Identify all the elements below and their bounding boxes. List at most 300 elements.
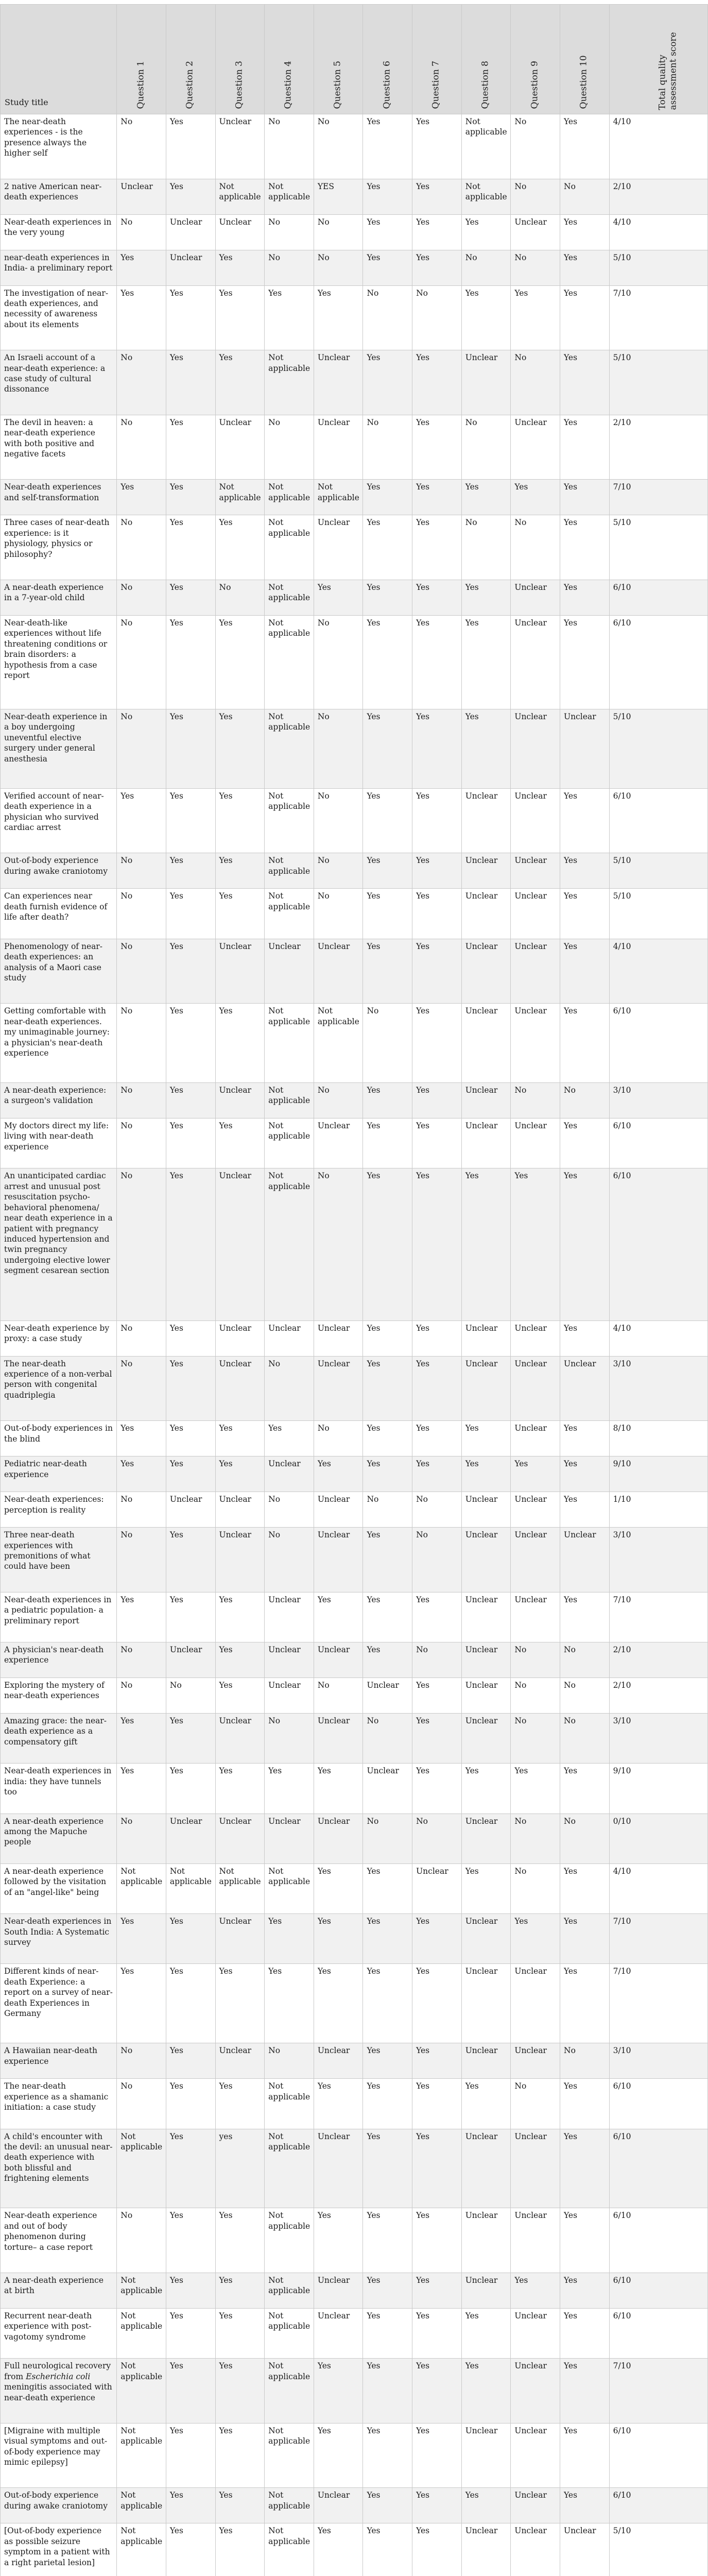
answer-cell-q7: Yes bbox=[412, 709, 462, 788]
answer-cell-q3: Yes bbox=[215, 889, 265, 939]
study-title-cell: Near-death experiences: perception is reality bbox=[1, 1492, 117, 1528]
study-title-cell: near-death experiences in India- a preliminary report bbox=[1, 250, 117, 285]
answer-cell-q9: Unclear bbox=[511, 788, 560, 853]
answer-cell-q9: Unclear bbox=[511, 2308, 560, 2358]
answer-cell-q7: Yes bbox=[412, 788, 462, 853]
answer-cell-q2: Yes bbox=[166, 580, 215, 615]
answer-cell-q6: No bbox=[363, 1004, 412, 1083]
answer-cell-q7: No bbox=[412, 285, 462, 350]
answer-cell-q4: Unclear bbox=[265, 1814, 314, 1863]
answer-cell-q4: Not applicable bbox=[265, 515, 314, 580]
answer-cell-q2: Yes bbox=[166, 2079, 215, 2129]
answer-cell-q4: No bbox=[265, 2043, 314, 2079]
answer-cell-q3: Yes bbox=[215, 2308, 265, 2358]
answer-cell-q10: Yes bbox=[560, 788, 610, 853]
answer-cell-q8: Yes bbox=[461, 1421, 511, 1456]
answer-cell-q7: Yes bbox=[412, 179, 462, 214]
answer-cell-q9: No bbox=[511, 1713, 560, 1763]
answer-cell-q7: Yes bbox=[412, 1004, 462, 1083]
answer-cell-q9: Unclear bbox=[511, 709, 560, 788]
answer-cell-q5: Yes bbox=[314, 2423, 363, 2488]
answer-cell-q3: Unclear bbox=[215, 1914, 265, 1964]
answer-cell-q9: Unclear bbox=[511, 1964, 560, 2043]
header-question-label: Question 10 bbox=[578, 55, 589, 109]
table-row bbox=[1, 1492, 708, 1528]
table-row bbox=[1, 2359, 708, 2424]
answer-cell-q8: Unclear bbox=[461, 1592, 511, 1642]
answer-cell-q2: Yes bbox=[166, 1421, 215, 1456]
table-row bbox=[1, 1421, 708, 1456]
answer-cell-q8: Not applicable bbox=[461, 114, 511, 179]
answer-cell-q2: Yes bbox=[166, 2359, 215, 2424]
answer-cell-q8: Unclear bbox=[461, 1356, 511, 1421]
answer-cell-q1: Yes bbox=[117, 1764, 166, 1814]
answer-cell-q4: Unclear bbox=[265, 939, 314, 1004]
answer-cell-q1: No bbox=[117, 114, 166, 179]
answer-cell-q8: Unclear bbox=[461, 939, 511, 1004]
total-score-cell: 6/10 bbox=[609, 2423, 707, 2488]
answer-cell-q10: Yes bbox=[560, 580, 610, 615]
answer-cell-q8: Unclear bbox=[461, 1492, 511, 1528]
answer-cell-q2: Unclear bbox=[166, 250, 215, 285]
answer-cell-q7: No bbox=[412, 1814, 462, 1863]
total-score-cell: 6/10 bbox=[609, 2129, 707, 2208]
answer-cell-q3: Unclear bbox=[215, 1492, 265, 1528]
table-row bbox=[1, 1528, 708, 1592]
answer-cell-q2: No bbox=[166, 1677, 215, 1713]
answer-cell-q2: Yes bbox=[166, 2523, 215, 2576]
answer-cell-q1: No bbox=[117, 1528, 166, 1592]
study-title-cell: Amazing grace: the near-death experience as a compensatory gift bbox=[1, 1713, 117, 1763]
study-title-cell: A near-death experience: a surgeon's validation bbox=[1, 1083, 117, 1118]
answer-cell-q5: No bbox=[314, 250, 363, 285]
answer-cell-q7: Yes bbox=[412, 2523, 462, 2576]
answer-cell-q9: Unclear bbox=[511, 1320, 560, 1356]
table-row bbox=[1, 1713, 708, 1763]
answer-cell-q9: Unclear bbox=[511, 1421, 560, 1456]
answer-cell-q6: Yes bbox=[363, 515, 412, 580]
answer-cell-q1: Yes bbox=[117, 285, 166, 350]
total-score-cell: 7/10 bbox=[609, 1914, 707, 1964]
study-title-cell: Full neurological recovery from Escherichia coli meningitis associated with near-death experience bbox=[1, 2359, 117, 2424]
study-title-cell: Out-of-body experience during awake craniotomy bbox=[1, 853, 117, 889]
table-row bbox=[1, 1168, 708, 1320]
answer-cell-q2: Yes bbox=[166, 415, 215, 480]
total-score-cell: 5/10 bbox=[609, 889, 707, 939]
answer-cell-q2: Yes bbox=[166, 1528, 215, 1592]
study-title-cell: Three cases of near-death experience: is it physiology, physics or philosophy? bbox=[1, 515, 117, 580]
header-question-label: Question 7 bbox=[430, 60, 441, 109]
answer-cell-q7: Yes bbox=[412, 1083, 462, 1118]
header-question-8 bbox=[461, 5, 511, 114]
answer-cell-q10: Yes bbox=[560, 939, 610, 1004]
table-row bbox=[1, 1356, 708, 1421]
answer-cell-q9: Yes bbox=[511, 1168, 560, 1320]
answer-cell-q7: Yes bbox=[412, 1713, 462, 1763]
answer-cell-q4: Not applicable bbox=[265, 2273, 314, 2308]
answer-cell-q10: Yes bbox=[560, 1764, 610, 1814]
study-title-cell: A near-death experience among the Mapuche people bbox=[1, 1814, 117, 1863]
answer-cell-q4: Unclear bbox=[265, 1642, 314, 1677]
table-row bbox=[1, 179, 708, 214]
study-title-cell: Near-death experience and out of body phenomenon during torture– a case report bbox=[1, 2208, 117, 2273]
table-row bbox=[1, 2308, 708, 2358]
answer-cell-q5: Unclear bbox=[314, 515, 363, 580]
answer-cell-q6: Yes bbox=[363, 214, 412, 250]
answer-cell-q6: Yes bbox=[363, 1456, 412, 1492]
total-score-cell: 6/10 bbox=[609, 2273, 707, 2308]
answer-cell-q8: Yes bbox=[461, 1168, 511, 1320]
table-row bbox=[1, 1083, 708, 1118]
answer-cell-q2: Yes bbox=[166, 2273, 215, 2308]
answer-cell-q1: Yes bbox=[117, 1713, 166, 1763]
answer-cell-q2: Yes bbox=[166, 2308, 215, 2358]
answer-cell-q8: Unclear bbox=[461, 1528, 511, 1592]
answer-cell-q8: Yes bbox=[461, 2488, 511, 2523]
total-score-cell: 4/10 bbox=[609, 1863, 707, 1913]
answer-cell-q10: Unclear bbox=[560, 2523, 610, 2576]
answer-cell-q4: Not applicable bbox=[265, 2523, 314, 2576]
answer-cell-q9: No bbox=[511, 1814, 560, 1863]
answer-cell-q8: Unclear bbox=[461, 1083, 511, 1118]
answer-cell-q4: Yes bbox=[265, 1964, 314, 2043]
answer-cell-q2: Yes bbox=[166, 1764, 215, 1814]
answer-cell-q4: No bbox=[265, 114, 314, 179]
answer-cell-q3: Unclear bbox=[215, 214, 265, 250]
answer-cell-q5: Yes bbox=[314, 1964, 363, 2043]
answer-cell-q4: Yes bbox=[265, 1764, 314, 1814]
answer-cell-q4: Not applicable bbox=[265, 1083, 314, 1118]
table-row bbox=[1, 2523, 708, 2576]
total-score-cell: 3/10 bbox=[609, 1713, 707, 1763]
answer-cell-q1: No bbox=[117, 1168, 166, 1320]
answer-cell-q9: Yes bbox=[511, 285, 560, 350]
answer-cell-q3: Yes bbox=[215, 515, 265, 580]
answer-cell-q5: Unclear bbox=[314, 1492, 363, 1528]
study-title-cell: The investigation of near-death experiences, and necessity of awareness about its elements bbox=[1, 285, 117, 350]
answer-cell-q3: Yes bbox=[215, 1421, 265, 1456]
answer-cell-q8: Yes bbox=[461, 709, 511, 788]
answer-cell-q1: No bbox=[117, 515, 166, 580]
answer-cell-q5: Unclear bbox=[314, 2308, 363, 2358]
answer-cell-q6: Yes bbox=[363, 939, 412, 1004]
answer-cell-q3: Unclear bbox=[215, 1713, 265, 1763]
table-row bbox=[1, 1863, 708, 1913]
answer-cell-q9: Unclear bbox=[511, 2129, 560, 2208]
total-score-cell: 6/10 bbox=[609, 1004, 707, 1083]
answer-cell-q6: Yes bbox=[363, 2129, 412, 2208]
answer-cell-q1: Yes bbox=[117, 788, 166, 853]
total-score-cell: 5/10 bbox=[609, 515, 707, 580]
total-score-cell: 7/10 bbox=[609, 2359, 707, 2424]
answer-cell-q10: No bbox=[560, 1677, 610, 1713]
answer-cell-q6: Yes bbox=[363, 250, 412, 285]
answer-cell-q2: Yes bbox=[166, 2423, 215, 2488]
answer-cell-q5: Yes bbox=[314, 1764, 363, 1814]
answer-cell-q8: Yes bbox=[461, 1764, 511, 1814]
answer-cell-q5: Yes bbox=[314, 2079, 363, 2129]
table-row bbox=[1, 1004, 708, 1083]
answer-cell-q1: Not applicable bbox=[117, 2488, 166, 2523]
answer-cell-q3: Yes bbox=[215, 1642, 265, 1677]
answer-cell-q3: Yes bbox=[215, 853, 265, 889]
answer-cell-q9: Unclear bbox=[511, 1528, 560, 1592]
answer-cell-q5: Yes bbox=[314, 2208, 363, 2273]
answer-cell-q6: Yes bbox=[363, 2079, 412, 2129]
table-row bbox=[1, 250, 708, 285]
table-row bbox=[1, 480, 708, 515]
study-title-cell: A physician's near-death experience bbox=[1, 1642, 117, 1677]
answer-cell-q2: Yes bbox=[166, 2488, 215, 2523]
answer-cell-q1: No bbox=[117, 709, 166, 788]
answer-cell-q5: YES bbox=[314, 179, 363, 214]
answer-cell-q4: No bbox=[265, 1713, 314, 1763]
answer-cell-q1: Yes bbox=[117, 1421, 166, 1456]
answer-cell-q9: No bbox=[511, 1083, 560, 1118]
total-score-cell: 6/10 bbox=[609, 2488, 707, 2523]
table-row bbox=[1, 889, 708, 939]
header-question-4 bbox=[265, 5, 314, 114]
table-row bbox=[1, 1964, 708, 2043]
total-score-cell: 5/10 bbox=[609, 350, 707, 415]
table-row bbox=[1, 2273, 708, 2308]
study-title-cell: Out-of-body experience during awake craniotomy bbox=[1, 2488, 117, 2523]
answer-cell-q9: Yes bbox=[511, 2273, 560, 2308]
answer-cell-q5: Unclear bbox=[314, 1528, 363, 1592]
answer-cell-q6: No bbox=[363, 415, 412, 480]
answer-cell-q5: No bbox=[314, 889, 363, 939]
answer-cell-q7: Yes bbox=[412, 2079, 462, 2129]
total-score-cell: 6/10 bbox=[609, 788, 707, 853]
answer-cell-q9: Unclear bbox=[511, 415, 560, 480]
answer-cell-q7: Yes bbox=[412, 515, 462, 580]
table-row bbox=[1, 615, 708, 709]
answer-cell-q4: Not applicable bbox=[265, 2208, 314, 2273]
study-title-cell: Pediatric near-death experience bbox=[1, 1456, 117, 1492]
header-question-label: Question 5 bbox=[332, 60, 343, 109]
answer-cell-q4: Not applicable bbox=[265, 1118, 314, 1168]
study-title-cell: Near-death-like experiences without life threatening conditions or brain disorders: a hypothesis from a case report bbox=[1, 615, 117, 709]
answer-cell-q2: Yes bbox=[166, 480, 215, 515]
answer-cell-q8: Unclear bbox=[461, 2129, 511, 2208]
answer-cell-q6: Unclear bbox=[363, 1677, 412, 1713]
answer-cell-q4: No bbox=[265, 415, 314, 480]
answer-cell-q9: Unclear bbox=[511, 2423, 560, 2488]
answer-cell-q10: Yes bbox=[560, 480, 610, 515]
answer-cell-q7: No bbox=[412, 1492, 462, 1528]
header-question-1 bbox=[117, 5, 166, 114]
answer-cell-q2: Yes bbox=[166, 114, 215, 179]
answer-cell-q5: Not applicable bbox=[314, 1004, 363, 1083]
study-title-cell: Near-death experiences and self-transformation bbox=[1, 480, 117, 515]
table-row bbox=[1, 2129, 708, 2208]
answer-cell-q7: Yes bbox=[412, 1421, 462, 1456]
answer-cell-q4: Yes bbox=[265, 285, 314, 350]
table-row bbox=[1, 415, 708, 480]
answer-cell-q1: No bbox=[117, 939, 166, 1004]
table-row bbox=[1, 1914, 708, 1964]
answer-cell-q1: Yes bbox=[117, 480, 166, 515]
answer-cell-q6: Yes bbox=[363, 1356, 412, 1421]
study-title-cell: [Out-of-body experience as possible seizure symptom in a patient with a right parietal lesion] bbox=[1, 2523, 117, 2576]
answer-cell-q5: Yes bbox=[314, 580, 363, 615]
answer-cell-q10: Yes bbox=[560, 114, 610, 179]
answer-cell-q5: Unclear bbox=[314, 1320, 363, 1356]
answer-cell-q4: No bbox=[265, 250, 314, 285]
answer-cell-q1: No bbox=[117, 615, 166, 709]
answer-cell-q1: No bbox=[117, 1004, 166, 1083]
table-row bbox=[1, 2043, 708, 2079]
table-row bbox=[1, 788, 708, 853]
answer-cell-q1: No bbox=[117, 1814, 166, 1863]
answer-cell-q5: Yes bbox=[314, 1914, 363, 1964]
answer-cell-q6: Yes bbox=[363, 1320, 412, 1356]
total-score-cell: 4/10 bbox=[609, 939, 707, 1004]
total-score-cell: 6/10 bbox=[609, 1118, 707, 1168]
answer-cell-q9: Unclear bbox=[511, 2523, 560, 2576]
answer-cell-q8: Unclear bbox=[461, 1677, 511, 1713]
answer-cell-q1: No bbox=[117, 2208, 166, 2273]
answer-cell-q9: Unclear bbox=[511, 615, 560, 709]
answer-cell-q5: Unclear bbox=[314, 1642, 363, 1677]
answer-cell-q9: Unclear bbox=[511, 1592, 560, 1642]
answer-cell-q1: Not applicable bbox=[117, 2129, 166, 2208]
answer-cell-q3: No bbox=[215, 580, 265, 615]
answer-cell-q6: Unclear bbox=[363, 1764, 412, 1814]
table-row bbox=[1, 1642, 708, 1677]
answer-cell-q5: Yes bbox=[314, 2523, 363, 2576]
answer-cell-q5: Yes bbox=[314, 1456, 363, 1492]
answer-cell-q3: Unclear bbox=[215, 2043, 265, 2079]
answer-cell-q2: Yes bbox=[166, 350, 215, 415]
study-title-cell: Phenomenology of near-death experiences: an analysis of a Maori case study bbox=[1, 939, 117, 1004]
answer-cell-q6: Yes bbox=[363, 1863, 412, 1913]
answer-cell-q2: Yes bbox=[166, 615, 215, 709]
answer-cell-q4: Not applicable bbox=[265, 1168, 314, 1320]
answer-cell-q7: Yes bbox=[412, 480, 462, 515]
answer-cell-q5: No bbox=[314, 214, 363, 250]
answer-cell-q1: No bbox=[117, 415, 166, 480]
answer-cell-q4: Yes bbox=[265, 1914, 314, 1964]
answer-cell-q10: Yes bbox=[560, 615, 610, 709]
answer-cell-q7: Yes bbox=[412, 1456, 462, 1492]
answer-cell-q3: Yes bbox=[215, 1677, 265, 1713]
study-title-cell: The near-death experience of a non-verbal person with congenital quadriplegia bbox=[1, 1356, 117, 1421]
answer-cell-q1: No bbox=[117, 889, 166, 939]
table-row bbox=[1, 709, 708, 788]
answer-cell-q6: Yes bbox=[363, 350, 412, 415]
study-title-cell: Verified account of near-death experience in a physician who survived cardiac arrest bbox=[1, 788, 117, 853]
answer-cell-q2: Yes bbox=[166, 1914, 215, 1964]
study-title-cell: The devil in heaven: a near-death experience with both positive and negative facets bbox=[1, 415, 117, 480]
answer-cell-q6: Yes bbox=[363, 709, 412, 788]
answer-cell-q10: Yes bbox=[560, 1168, 610, 1320]
answer-cell-q8: Unclear bbox=[461, 2043, 511, 2079]
answer-cell-q10: Yes bbox=[560, 2308, 610, 2358]
answer-cell-q10: Yes bbox=[560, 889, 610, 939]
total-score-cell: 2/10 bbox=[609, 415, 707, 480]
answer-cell-q8: Unclear bbox=[461, 1004, 511, 1083]
answer-cell-q4: Unclear bbox=[265, 1677, 314, 1713]
study-title-cell: My doctors direct my life: living with near-death experience bbox=[1, 1118, 117, 1168]
answer-cell-q3: Unclear bbox=[215, 1168, 265, 1320]
answer-cell-q2: Yes bbox=[166, 853, 215, 889]
answer-cell-q2: Yes bbox=[166, 1592, 215, 1642]
answer-cell-q9: No bbox=[511, 1642, 560, 1677]
study-title-cell: Near-death experience by proxy: a case study bbox=[1, 1320, 117, 1356]
answer-cell-q4: Not applicable bbox=[265, 853, 314, 889]
answer-cell-q1: Not applicable bbox=[117, 2308, 166, 2358]
answer-cell-q1: No bbox=[117, 350, 166, 415]
answer-cell-q9: No bbox=[511, 114, 560, 179]
total-score-cell: 5/10 bbox=[609, 250, 707, 285]
answer-cell-q8: No bbox=[461, 515, 511, 580]
total-score-cell: 6/10 bbox=[609, 2079, 707, 2129]
answer-cell-q3: Yes bbox=[215, 1004, 265, 1083]
answer-cell-q9: No bbox=[511, 515, 560, 580]
answer-cell-q6: Yes bbox=[363, 2273, 412, 2308]
table-row bbox=[1, 350, 708, 415]
answer-cell-q9: Unclear bbox=[511, 853, 560, 889]
header-question-label: Question 9 bbox=[529, 60, 540, 109]
answer-cell-q3: Yes bbox=[215, 709, 265, 788]
answer-cell-q8: Unclear bbox=[461, 889, 511, 939]
answer-cell-q6: Yes bbox=[363, 1642, 412, 1677]
study-title-cell: An Israeli account of a near-death experience: a case study of cultural dissonance bbox=[1, 350, 117, 415]
answer-cell-q8: Yes bbox=[461, 1863, 511, 1913]
answer-cell-q6: Yes bbox=[363, 114, 412, 179]
total-score-cell: 9/10 bbox=[609, 1764, 707, 1814]
answer-cell-q7: Yes bbox=[412, 1118, 462, 1168]
answer-cell-q7: Yes bbox=[412, 2423, 462, 2488]
answer-cell-q2: Yes bbox=[166, 889, 215, 939]
answer-cell-q10: No bbox=[560, 179, 610, 214]
answer-cell-q9: No bbox=[511, 1863, 560, 1913]
header-question-5 bbox=[314, 5, 363, 114]
total-score-cell: 6/10 bbox=[609, 1168, 707, 1320]
answer-cell-q10: Unclear bbox=[560, 1528, 610, 1592]
quality-assessment-table bbox=[0, 4, 708, 2576]
table-row bbox=[1, 2208, 708, 2273]
answer-cell-q2: Yes bbox=[166, 2208, 215, 2273]
answer-cell-q3: Yes bbox=[215, 1764, 265, 1814]
study-title-cell: A near-death experience in a 7-year-old child bbox=[1, 580, 117, 615]
answer-cell-q3: Yes bbox=[215, 250, 265, 285]
total-score-cell: 7/10 bbox=[609, 480, 707, 515]
answer-cell-q7: Yes bbox=[412, 853, 462, 889]
answer-cell-q1: Not applicable bbox=[117, 2423, 166, 2488]
answer-cell-q1: No bbox=[117, 1642, 166, 1677]
table-row bbox=[1, 580, 708, 615]
answer-cell-q6: Yes bbox=[363, 580, 412, 615]
answer-cell-q7: Yes bbox=[412, 1356, 462, 1421]
study-title-cell: The near-death experiences - is the presence always the higher self bbox=[1, 114, 117, 179]
total-score-cell: 6/10 bbox=[609, 2308, 707, 2358]
total-score-cell: 3/10 bbox=[609, 2043, 707, 2079]
answer-cell-q8: Unclear bbox=[461, 2523, 511, 2576]
table-row bbox=[1, 515, 708, 580]
table-body bbox=[1, 114, 708, 2576]
answer-cell-q10: Yes bbox=[560, 2079, 610, 2129]
answer-cell-q5: No bbox=[314, 114, 363, 179]
answer-cell-q2: Yes bbox=[166, 1456, 215, 1492]
answer-cell-q8: Yes bbox=[461, 214, 511, 250]
answer-cell-q3: Yes bbox=[215, 788, 265, 853]
answer-cell-q3: Not applicable bbox=[215, 1863, 265, 1913]
answer-cell-q4: Not applicable bbox=[265, 615, 314, 709]
answer-cell-q1: No bbox=[117, 2043, 166, 2079]
answer-cell-q3: Yes bbox=[215, 1456, 265, 1492]
